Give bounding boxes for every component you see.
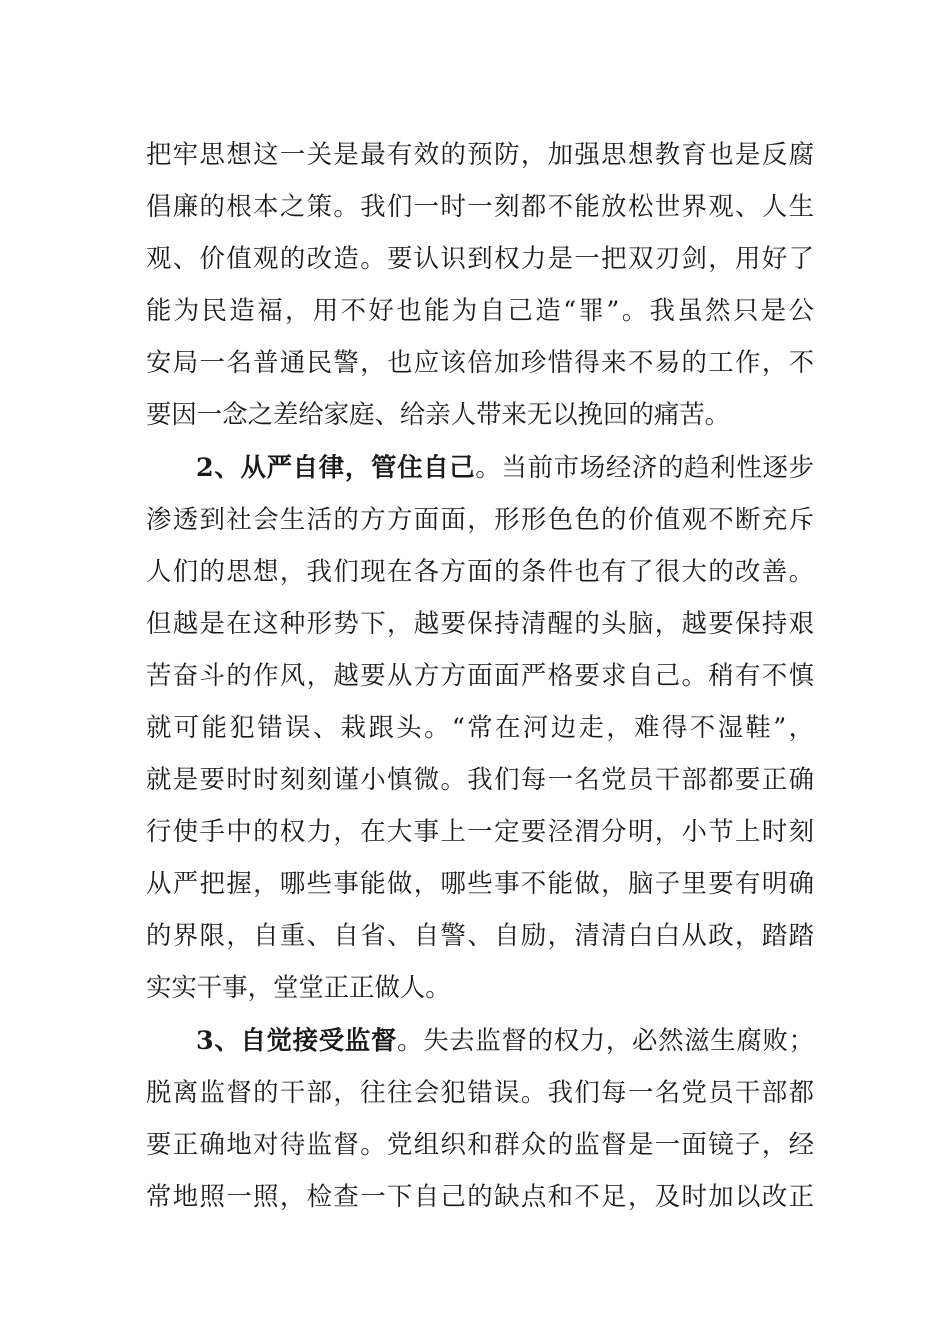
section-heading: 2、从严自律，管住自己 xyxy=(196,452,476,482)
paragraph-line: 安局一名普通民警，也应该倍加珍惜得来不易的工作，不 xyxy=(146,347,814,377)
paragraph-line: 要因一念之差给家庭、给亲人带来无以挽回的痛苦。 xyxy=(146,399,730,429)
paragraph-line: 脱离监督的干部，往往会犯错误。我们每一名党员干部都 xyxy=(146,1077,814,1107)
paragraph-line: 人们的思想，我们现在各方面的条件也有了很大的改善。 xyxy=(146,556,814,586)
paragraph-line: 实实干事，堂堂正正做人。 xyxy=(146,972,451,1002)
paragraph-line: 就可能犯错误、栽跟头。“常在河边走，难得不湿鞋”， xyxy=(146,712,814,742)
paragraph-line: 从严把握，哪些事能做，哪些事不能做，脑子里要有明确 xyxy=(146,868,814,898)
paragraph-line: 要正确地对待监督。党组织和群众的监督是一面镜子，经 xyxy=(146,1129,814,1159)
paragraph-line: 的界限，自重、自省、自警、自励，清清白白从政，踏踏 xyxy=(146,920,814,950)
paragraph-line: 就是要时时刻刻谨小慎微。我们每一名党员干部都要正确 xyxy=(146,764,814,794)
paragraph-line: 观、价值观的改造。要认识到权力是一把双刃剑，用好了 xyxy=(146,243,814,273)
paragraph-line: 行使手中的权力，在大事上一定要泾渭分明，小节上时刻 xyxy=(146,816,814,846)
paragraph-text: 。当前市场经济的趋利性逐步 xyxy=(475,452,814,482)
paragraph-line: 但越是在这种形势下，越要保持清醒的头脑，越要保持艰 xyxy=(146,608,814,638)
paragraph-first-line xyxy=(196,1022,814,1058)
paragraph-line: 苦奋斗的作风，越要从方方面面严格要求自己。稍有不慎 xyxy=(146,660,814,690)
paragraph-text: 。失去监督的权力，必然滋生腐败； xyxy=(397,1025,815,1055)
paragraph-line: 把牢思想这一关是最有效的预防，加强思想教育也是反腐 xyxy=(146,139,814,169)
paragraph-line: 能为民造福，用不好也能为自己造“罪”。我虽然只是公 xyxy=(146,295,814,325)
section-heading: 3、自觉接受监督 xyxy=(196,1025,398,1055)
paragraph-line: 倡廉的根本之策。我们一时一刻都不能放松世界观、人生 xyxy=(146,191,814,221)
paragraph-line: 常地照一照，检查一下自己的缺点和不足，及时加以改正 xyxy=(146,1181,814,1211)
paragraph-first-line xyxy=(196,449,814,485)
paragraph-line: 渗透到社会生活的方方面面，形形色色的价值观不断充斥 xyxy=(146,504,814,534)
